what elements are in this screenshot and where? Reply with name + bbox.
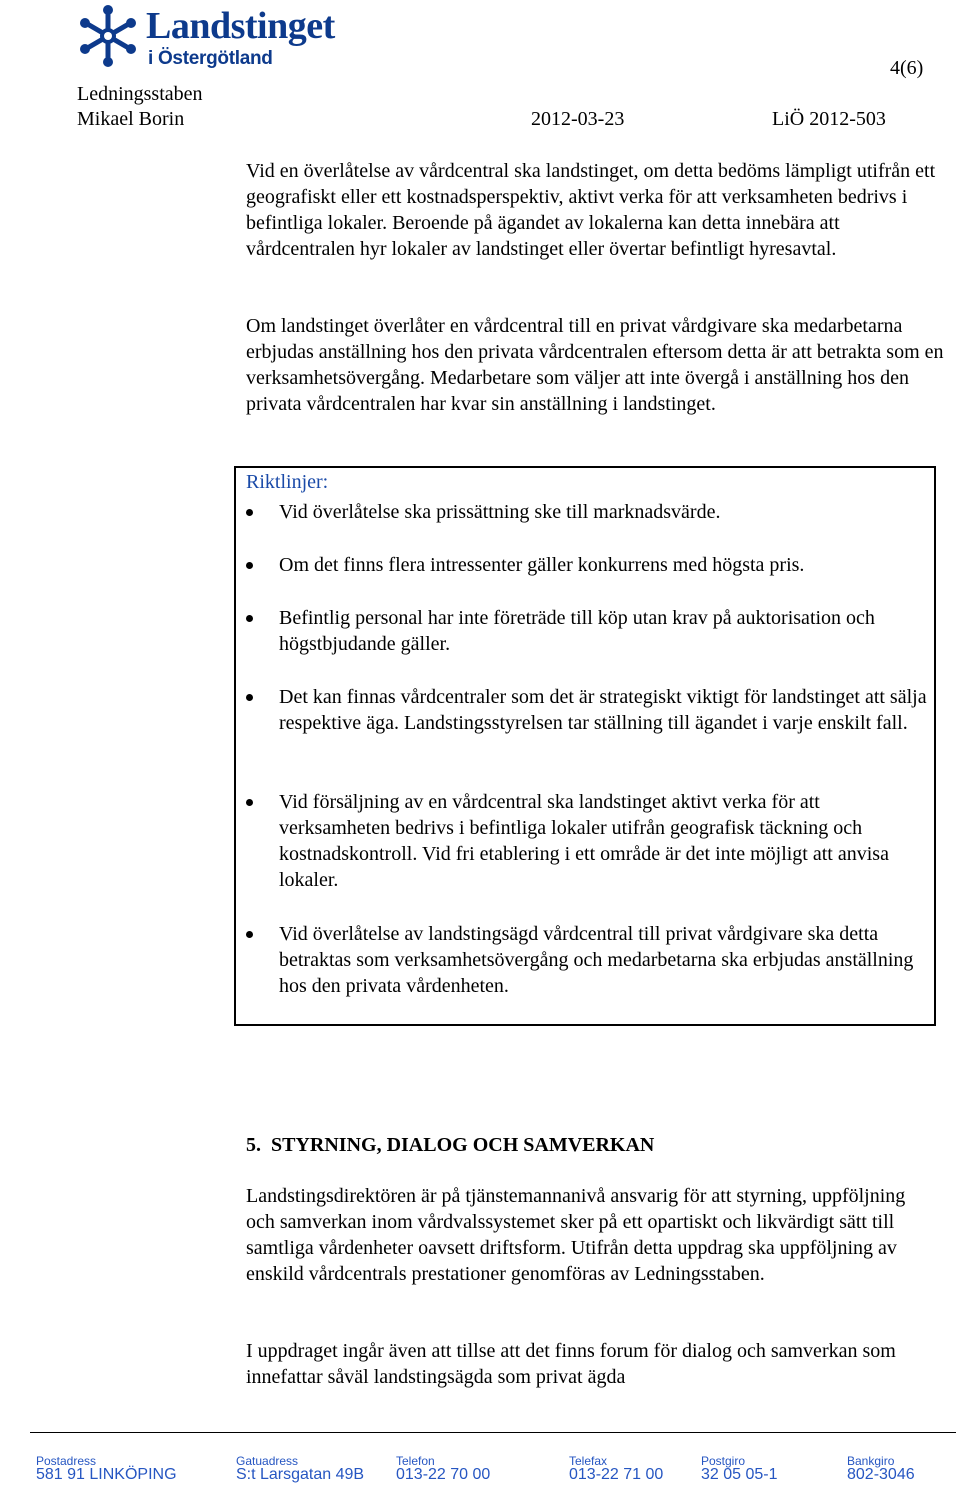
footer-value-telefon: 013-22 70 00	[396, 1466, 491, 1483]
guideline-item: Om det finns flera intressenter gäller konkurrens med högsta pris.	[279, 554, 805, 576]
footer-label-postgiro: Postgiro	[701, 1454, 746, 1468]
footer-divider	[30, 1432, 956, 1433]
page-number: 4(6)	[890, 57, 924, 79]
footer-value-gatuadress: S:t Larsgatan 49B	[236, 1466, 365, 1483]
section-paragraph-2: I uppdraget ingår även att tillse att det finns forum för dialog och samverkan som innefattar såväl landstingsägda som privat ägda	[246, 1340, 896, 1388]
logo-subtitle: i Östergötland	[148, 48, 273, 69]
author: Mikael Borin	[77, 108, 185, 130]
bullet-icon	[246, 615, 253, 622]
footer-label-bankgiro: Bankgiro	[847, 1454, 895, 1468]
footer-label-telefon: Telefon	[396, 1454, 435, 1468]
document-reference: LiÖ 2012-503	[772, 108, 886, 130]
footer-value-postadress: 581 91 LINKÖPING	[36, 1466, 177, 1483]
document-date: 2012-03-23	[531, 108, 625, 130]
body-paragraph-2: Om landstinget överlåter en vårdcentral till en privat vårdgivare ska medarbetarna erbjudas anställning hos den privata vårdcentralen eftersom detta är att betrakta som en verksamhetsövergång. Medarbetare som väljer att inte övergå i anställning hos den privata vårdcentralen har kvar sin anställning i landstinget.	[246, 315, 944, 415]
department: Ledningsstaben	[77, 83, 203, 105]
snowflake-emblem-icon	[76, 4, 140, 68]
footer-label-gatuadress: Gatuadress	[236, 1454, 299, 1468]
logo-wordmark: Landstinget	[146, 5, 335, 47]
footer-value-bankgiro: 802-3046	[847, 1466, 915, 1483]
bullet-icon	[246, 509, 253, 516]
footer-label-postadress: Postadress	[36, 1454, 97, 1468]
guidelines-title: Riktlinjer:	[246, 471, 329, 493]
footer-value-postgiro: 32 05 05-1	[701, 1466, 778, 1483]
guideline-item: Vid försäljning av en vårdcentral ska landstinget aktivt verka för att verksamheten bedrivs i befintliga lokaler utifrån geografisk täckning och kostnadskontroll. Vid fri etablering i ett område är det inte möjligt att anvisa lokaler.	[279, 791, 889, 891]
section-paragraph-1: Landstingsdirektören är på tjänstemannanivå ansvarig för att styrning, uppföljning och samverkan inom vårdvalssystemet sker på ett opartiskt och likvärdigt sätt till samtliga vårdenheter oavsett driftsform. Utifrån detta uppdrag ska uppföljning av enskild vårdcentrals prestationer genomföras av Ledningsstaben.	[246, 1185, 906, 1285]
body-paragraph-1: Vid en överlåtelse av vårdcentral ska landstinget, om detta bedöms lämpligt utifrån ett geografiskt eller ett kostnadsperspektiv, aktivt verka för att verksamheten bedrivs i befintliga lokaler. Beroende på ägandet av lokalerna kan detta innebära att vårdcentralen hyr lokaler av landstinget eller övertar befintligt hyresavtal.	[246, 160, 936, 260]
guideline-item: Vid överlåtelse ska prissättning ske till marknadsvärde.	[279, 501, 721, 523]
guideline-item: Befintlig personal har inte företräde till köp utan krav på auktorisation och högstbjudande gäller.	[279, 607, 875, 655]
bullet-icon	[246, 562, 253, 569]
bullet-icon	[246, 799, 253, 806]
bullet-icon	[246, 694, 253, 701]
guideline-item: Vid överlåtelse av landstingsägd vårdcentral till privat vårdgivare ska detta betraktas som verksamhetsövergång och medarbetarna ska erbjudas anställning hos den privata vårdenheten.	[279, 923, 914, 997]
footer-value-telefax: 013-22 71 00	[569, 1466, 664, 1483]
section-heading: 5. STYRNING, DIALOG OCH SAMVERKAN	[246, 1134, 655, 1156]
bullet-icon	[246, 931, 253, 938]
guideline-item: Det kan finnas vårdcentraler som det är strategiskt viktigt för landstinget att sälja respektive äga. Landstingsstyrelsen tar ställning till ägandet i varje enskilt fall.	[279, 686, 927, 734]
landstinget-logo	[76, 4, 376, 76]
footer-label-telefax: Telefax	[569, 1454, 608, 1468]
